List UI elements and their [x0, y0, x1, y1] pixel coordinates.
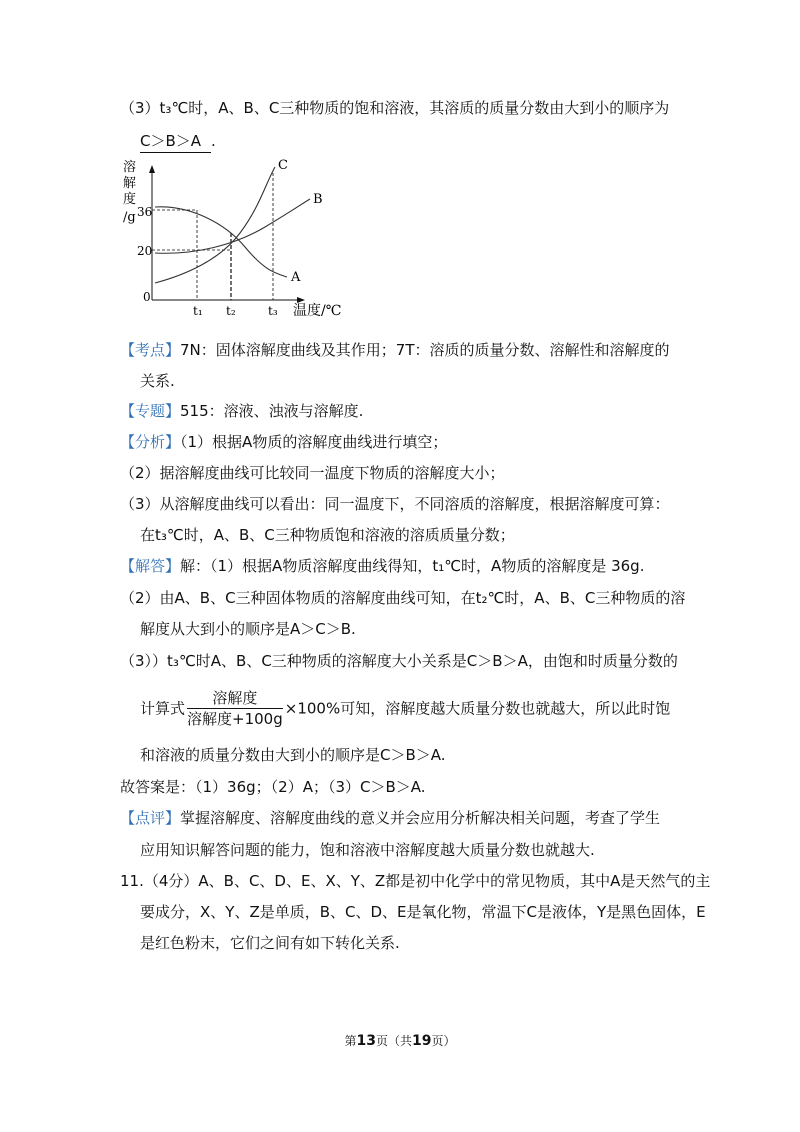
curve-a [155, 207, 287, 277]
y-axis-arrow [149, 165, 155, 173]
q11-line1: 11.（4分）A、B、C、D、E、X、Y、Z都是初中化学中的常见物质，其中A是天然气的主 [120, 872, 711, 890]
fenxi-line2: （2）据溶解度曲线可比较同一温度下物质的溶解度大小； [120, 464, 505, 482]
x-tick-t3: t₃ [268, 304, 278, 318]
q11-line2: 要成分，X、Y、Z是单质，B、C、D、E是氧化物，常温下C是液体，Y是黑色固体，E [140, 903, 706, 921]
jieda-line2: （2）由A、B、C三种固体物质的溶解度曲线可知，在t₂℃时，A、B、C三种物质的溶 [120, 589, 686, 607]
x-tick-t1: t₁ [193, 304, 203, 318]
solubility-graph [115, 155, 355, 320]
solubility-fraction [187, 688, 283, 729]
kaodian-text1: 7N：固体溶解度曲线及其作用；7T：溶质的质量分数、溶解性和溶解度的 [180, 341, 670, 359]
x-tick-t2: t₂ [226, 304, 236, 318]
dianping-line2: 应用知识解答问题的能力，饱和溶液中溶解度越大质量分数也就越大. [140, 841, 595, 859]
y-tick-20: 20 [137, 244, 153, 258]
curve-c [155, 167, 275, 283]
ylabel-char-4: /g [123, 210, 136, 225]
dianping-line1 [120, 807, 660, 829]
jieda-formula-line [140, 688, 670, 729]
fenxi-line1 [120, 431, 447, 453]
ylabel-char-3: 度 [123, 192, 137, 207]
jieda-text1: 解：（1）根据A物质溶解度曲线得知，t₁℃时，A物质的溶解度是 36g. [180, 557, 645, 575]
fenxi-line3: （3）从溶解度曲线可以看出：同一温度下，不同溶质的溶解度，根据溶解度可算： [120, 495, 670, 513]
footer-page-number: 13 [356, 1033, 376, 1049]
fraction-numerator: 溶解度 [187, 688, 283, 709]
jieda-line4: （3））t₃℃时A、B、C三种物质的溶解度大小关系是C＞B＞A，由饱和时质量分数的 [120, 652, 678, 670]
q3-line1: （3）t₃℃时，A、B、C三种物质的饱和溶液，其溶质的质量分数由大到小的顺序为 [120, 99, 670, 117]
formula-suffix: ×100%可知，溶解度越大质量分数也就越大，所以此时饱 [284, 699, 671, 718]
ylabel-char-2: 解 [123, 176, 137, 191]
footer-pre: 第 [344, 1034, 357, 1048]
kaodian-line1 [120, 339, 670, 361]
x-axis-label: 温度/℃ [293, 303, 342, 319]
kaodian-tag: 【考点】 [120, 341, 181, 359]
dianping-tag: 【点评】 [120, 809, 181, 827]
jieda-line6: 和溶液的质量分数由大到小的顺序是C＞B＞A. [140, 746, 446, 764]
q3-answer-end: . [211, 132, 216, 150]
fenxi-tag: 【分析】 [120, 433, 181, 451]
kaodian-line2: 关系. [140, 372, 175, 390]
origin-label: 0 [143, 290, 151, 304]
curve-label-c: C [278, 158, 288, 173]
ylabel-char-1: 溶 [123, 160, 137, 175]
answer-line: 故答案是：（1）36g；（2）A；（3）C＞B＞A. [120, 778, 426, 796]
jieda-tag: 【解答】 [120, 557, 181, 575]
curve-b [155, 199, 310, 253]
fenxi-text1: （1）根据A物质的溶解度曲线进行填空； [180, 433, 448, 451]
fraction-denominator: 溶解度+100g [187, 710, 283, 728]
zhuanti-text: 515：溶液、浊液与溶解度. [180, 402, 364, 420]
dianping-text1: 掌握溶解度、溶解度曲线的意义并会应用分析解决相关问题，考查了学生 [180, 809, 661, 827]
y-tick-36: 36 [137, 205, 153, 219]
curve-label-b: B [313, 192, 323, 207]
jieda-line3: 解度从大到小的顺序是A＞C＞B. [140, 620, 356, 638]
zhuanti-tag: 【专题】 [120, 402, 181, 420]
fenxi-line4: 在t₃℃时，A、B、C三种物质饱和溶液的溶质质量分数； [140, 526, 515, 544]
curve-label-a: A [291, 270, 301, 285]
jieda-line1 [120, 555, 644, 577]
formula-prefix: 计算式 [140, 699, 186, 718]
footer-mid: 页（共 [375, 1034, 412, 1048]
zhuanti-line [120, 400, 363, 422]
q3-answer: C＞B＞A [140, 130, 211, 153]
page-footer [0, 1032, 800, 1049]
footer-post: 页） [431, 1034, 456, 1048]
q11-line3: 是红色粉末，它们之间有如下转化关系. [140, 934, 400, 952]
q3-answer-line [140, 130, 216, 153]
footer-total-pages: 19 [412, 1033, 432, 1049]
